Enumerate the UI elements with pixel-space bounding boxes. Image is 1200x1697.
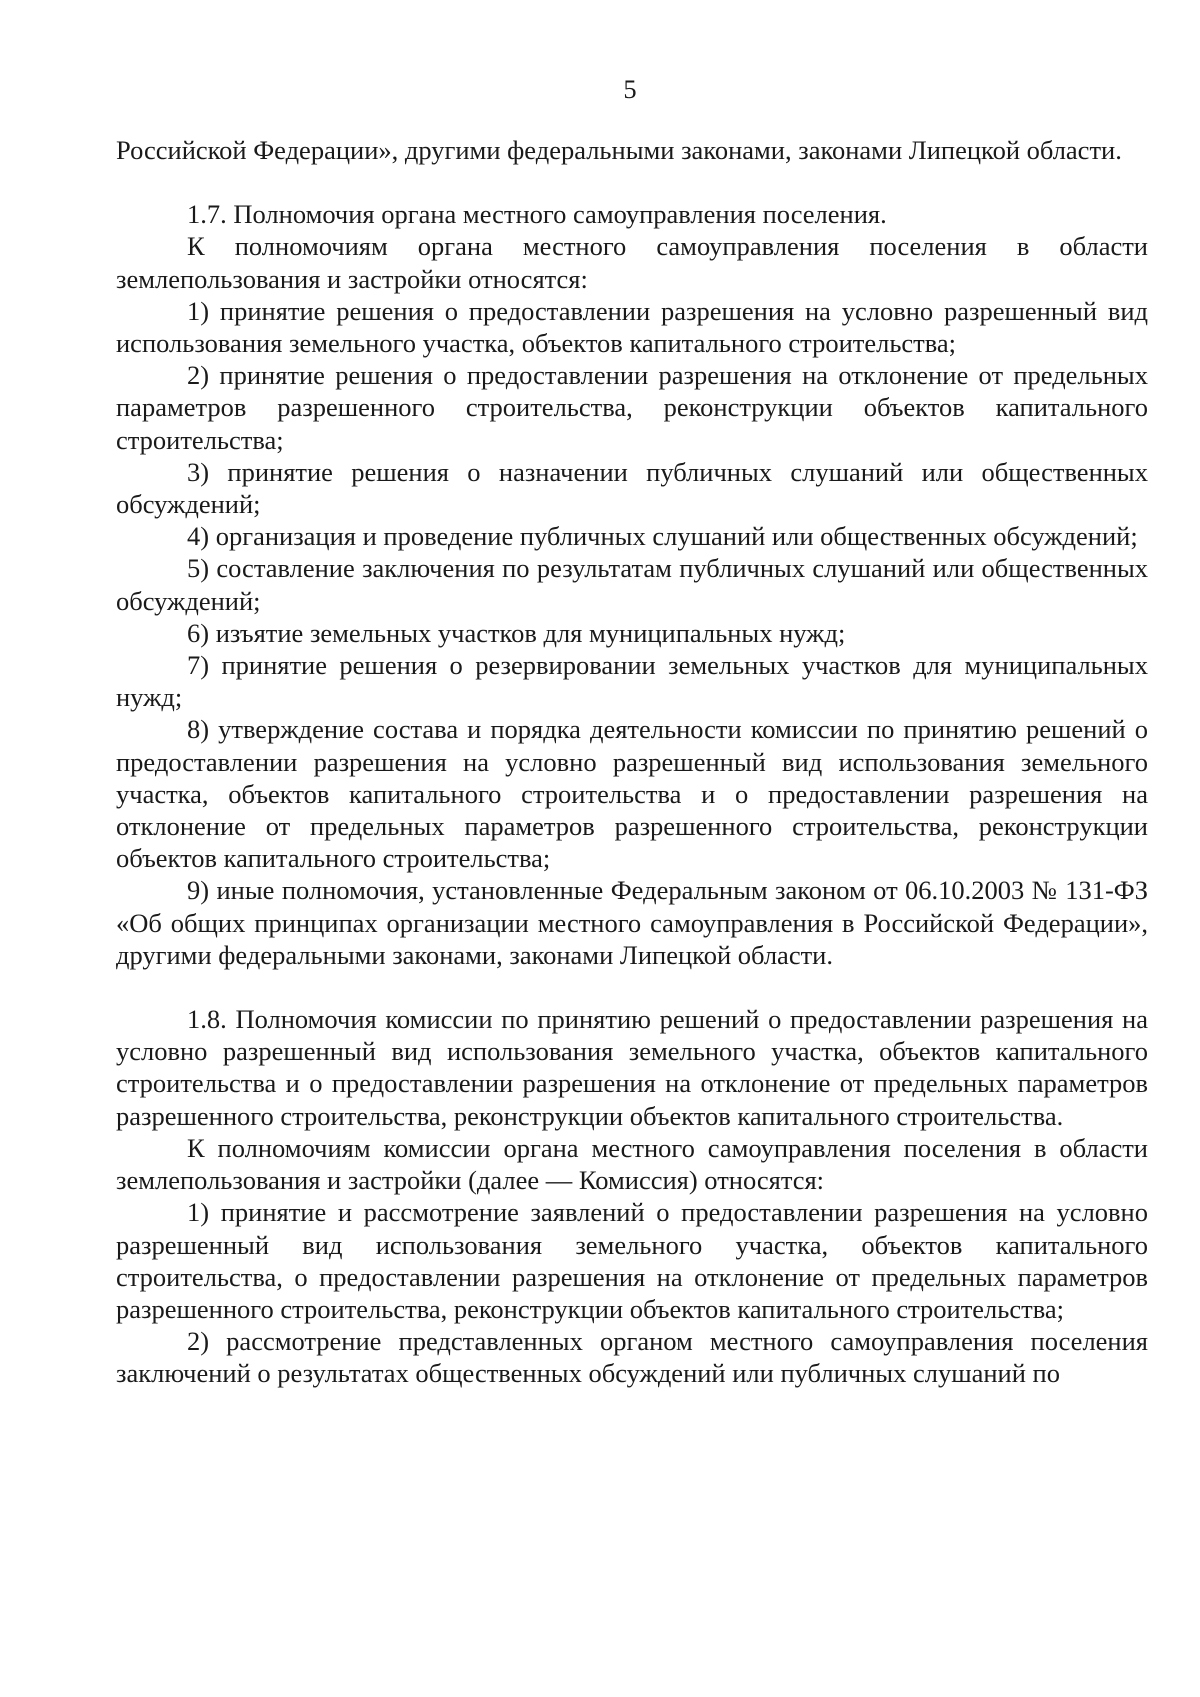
list-item-1-7-2: 2) принятие решения о предоставлении разрешения на отклонение от предельных параметров разрешенного строительства, реконструкции объектов капитального строительства;: [116, 360, 1148, 455]
paragraph-intro-1-7: К полномочиям органа местного самоуправления поселения в области землепользования и застройки относятся:: [116, 231, 1148, 294]
paragraph-continuation: Российской Федерации», другими федеральными законами, законами Липецкой области.: [116, 135, 1122, 165]
list-item-1-8-1: 1) принятие и рассмотрение заявлений о предоставлении разрешения на условно разрешенный вид использования земельного участка, объектов капитального строительства, о предоставлении разрешения на отклонение от предельных параметров разрешенного строительства, реконструкции объектов капитального строительства;: [116, 1197, 1148, 1324]
page-number: 5: [623, 74, 637, 104]
document-body: [116, 134, 1148, 1390]
list-item-1-7-6: 6) изъятие земельных участков для муниципальных нужд;: [187, 617, 846, 648]
paragraph-intro-1-8: К полномочиям комиссии органа местного самоуправления поселения в области землепользования и застройки (далее — Комиссия) относятся:: [116, 1132, 1148, 1196]
list-item-1-7-1: 1) принятие решения о предоставлении разрешения на условно разрешенный вид использования земельного участка, объектов капитального строительства;: [116, 295, 1148, 359]
list-item-1-8-2: 2) рассмотрение представленных органом местного самоуправления поселения заключений о результатах общественных обсуждений или публичных слушаний по: [116, 1326, 1148, 1389]
list-item-1-7-5: 5) составление заключения по результатам публичных слушаний или общественных обсуждений;: [116, 553, 1148, 616]
list-item-1-7-9: 9) иные полномочия, установленные Федеральным законом от 06.10.2003 № 131-ФЗ «Об общих принципах организации местного самоуправления в Российской Федерации», другими федеральными законами, законами Липецкой области.: [116, 875, 1148, 970]
section-heading-1-8: 1.8. Полномочия комиссии по принятию решений о предоставлении разрешения на условно разрешенный вид использования земельного участка, объектов капитального строительства и о предоставлении разрешения на отклонение от предельных параметров разрешенного строительства, реконструкции объектов капитального строительства.: [116, 1004, 1148, 1131]
list-item-1-7-7: 7) принятие решения о резервировании земельных участков для муниципальных нужд;: [116, 650, 1148, 713]
section-heading-1-7: 1.7. Полномочия органа местного самоуправления поселения.: [187, 199, 887, 230]
list-item-1-7-8: 8) утверждение состава и порядка деятельности комиссии по принятию решений о предоставлении разрешения на условно разрешенный вид использования земельного участка, объектов капитального строительства и о предоставлении разрешения на отклонение от предельных параметров разрешенного строительства, реконструкции объектов капитального строительства;: [116, 714, 1148, 874]
list-item-1-7-3: 3) принятие решения о назначении публичных слушаний или общественных обсуждений;: [116, 456, 1148, 520]
list-item-1-7-4: 4) организация и проведение публичных слушаний или общественных обсуждений;: [187, 521, 1138, 552]
